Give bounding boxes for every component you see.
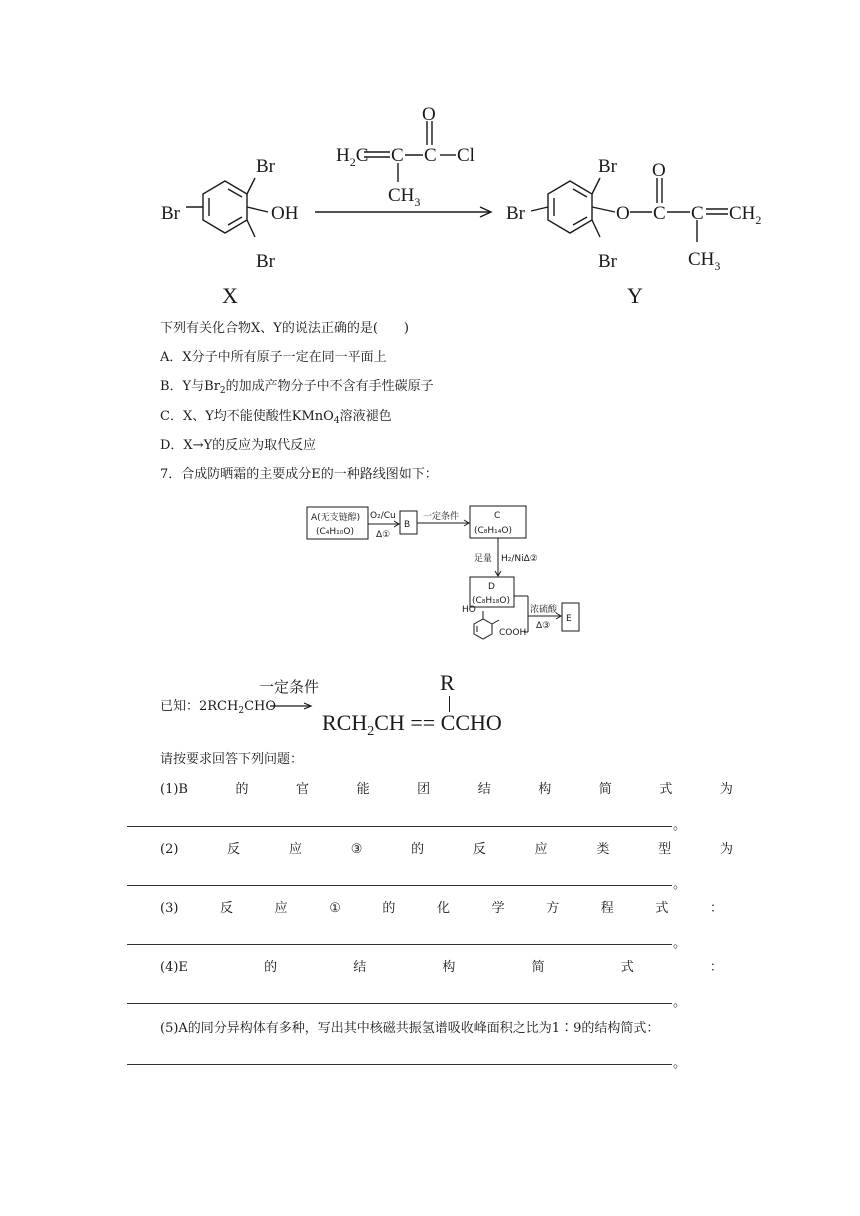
y-o-ester: O — [616, 203, 630, 224]
step1-top: O₂/Cu — [370, 511, 396, 521]
q6-option-b: B．Y与$Br_2$的加成产物分子中不含有手性碳原子 — [160, 379, 434, 396]
period-4: 。 — [673, 995, 687, 1010]
step3-left: 足量 — [474, 554, 493, 564]
answer-line-1[interactable] — [127, 826, 672, 827]
q6-stem: 下列有关化合物X、Y的说法正确的是( ) — [160, 321, 409, 336]
reagent-ch3: $CH_3$ — [388, 185, 421, 209]
salicylic-ho: HO — [462, 605, 476, 615]
q7-intro: 7．合成防晒霜的主要成分E的一种路线图如下： — [160, 467, 438, 482]
known-product: $RCH_2CH$ == CCHO — [322, 710, 502, 739]
x-br-left: Br — [161, 203, 180, 224]
period-2: 。 — [673, 877, 687, 892]
known-arrow — [268, 700, 318, 712]
reagent-c1: C — [391, 145, 404, 166]
step3-right: H₂/NiΔ② — [501, 554, 538, 564]
box-d-line1: D — [488, 582, 495, 592]
y-o-carbonyl: O — [652, 160, 666, 181]
reagent-h2c: $H_2C$ — [336, 145, 369, 169]
q7-sub5: (5)A的同分异构体有多种，写出其中核磁共振氢谱吸收峰面积之比为1∶9的结构简式： — [160, 1021, 660, 1036]
q6-option-c: C．X、Y均不能使酸性KMnO$_4$溶液褪色 — [160, 409, 392, 426]
reaction-scheme — [0, 95, 860, 310]
y-br-bottom: Br — [598, 251, 617, 272]
answer-line-4[interactable] — [127, 1003, 672, 1004]
step1-bottom: Δ① — [376, 530, 391, 540]
q7-ask: 请按要求回答下列问题： — [160, 752, 304, 767]
box-e-label: E — [566, 614, 572, 624]
known-reactant: 已知：$2RCH_2CHO$ — [160, 699, 277, 716]
q7-sub3: (3) 反 应 ① 的 化 学 方 程 式 ： — [160, 901, 723, 916]
y-ch3: $CH_3$ — [688, 249, 721, 273]
q6-option-d: D．X→Y的反应为取代反应 — [160, 438, 317, 453]
box-c-line2: (C₈H₁₄O) — [474, 526, 512, 536]
salicylic-cooh: COOH — [499, 628, 527, 638]
y-label: Y — [627, 283, 643, 308]
box-c-line1: C — [494, 511, 501, 521]
q7-sub4: (4)E 的 结 构 简 式 ： — [160, 960, 723, 975]
q7-sub1: (1)B 的 官 能 团 结 构 简 式 为 — [160, 782, 733, 797]
step2-label: 一定条件 — [423, 512, 460, 522]
q7-sub2: (2) 反 应 ③ 的 反 应 类 型 为 — [160, 842, 733, 857]
box-b-label: B — [404, 520, 411, 530]
step4-top: 浓硫酸 — [530, 605, 558, 615]
x-oh: OH — [271, 203, 299, 224]
known-product-r: R — [440, 670, 455, 695]
x-label: X — [222, 283, 238, 308]
box-d-line2: (C₈H₁₈O) — [472, 596, 510, 606]
period-1: 。 — [673, 818, 687, 833]
box-a-line1: A(无支链醇) — [311, 513, 361, 523]
x-br-top: Br — [256, 156, 275, 177]
y-br-left: Br — [506, 203, 525, 224]
y-c2: C — [691, 203, 704, 224]
q6-option-a: A．X分子中所有原子一定在同一平面上 — [160, 350, 387, 365]
box-a-line2: (C₄H₁₀O) — [316, 527, 354, 537]
y-c1: C — [653, 203, 666, 224]
answer-line-3[interactable] — [127, 944, 672, 945]
known-condition: 一定条件 — [259, 678, 320, 696]
synthesis-route-diagram — [300, 500, 600, 650]
answer-line-2[interactable] — [127, 885, 672, 886]
y-ch2: $CH_2$ — [729, 203, 762, 227]
reagent-cl: Cl — [457, 145, 475, 166]
period-5: 。 — [673, 1056, 687, 1071]
step4-bottom: Δ③ — [536, 621, 551, 631]
x-br-bottom: Br — [256, 251, 275, 272]
y-br-top: Br — [598, 156, 617, 177]
reagent-c2: C — [424, 145, 437, 166]
period-3: 。 — [673, 936, 687, 951]
answer-line-5[interactable] — [127, 1064, 672, 1065]
reagent-o: O — [422, 104, 436, 125]
